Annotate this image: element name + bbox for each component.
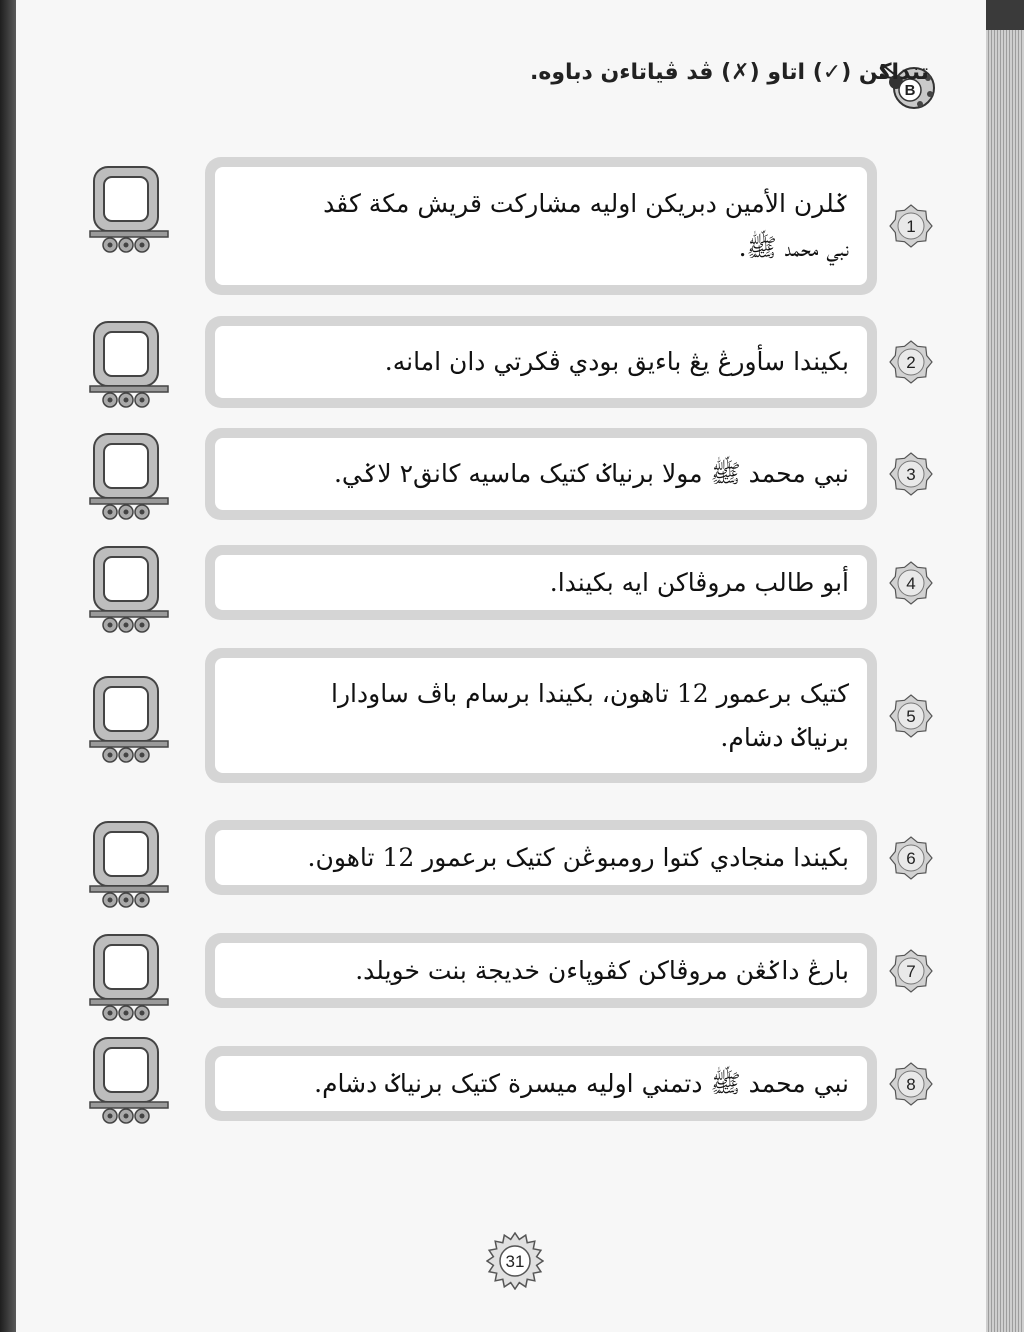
answer-checkbox[interactable] (88, 933, 170, 1023)
item-number: 6 (906, 848, 916, 868)
page-number: 31 (505, 1252, 525, 1271)
book-top-edge (986, 0, 1024, 30)
statement-box (205, 157, 877, 295)
statement-box-inner (215, 943, 867, 998)
statement-box (205, 933, 877, 1008)
statement-box (205, 1046, 877, 1121)
answer-checkbox[interactable] (88, 820, 170, 910)
statement-text: نبي محمد ﷺ. (738, 233, 849, 262)
answer-checkbox[interactable] (88, 675, 170, 765)
statement-box-inner (215, 658, 867, 773)
answer-checkbox[interactable] (88, 545, 170, 635)
statement-box-inner (215, 830, 867, 885)
statement-text: برنياݢ دشام. (720, 722, 849, 752)
statement-box-inner (215, 326, 867, 398)
answer-checkbox[interactable] (88, 1036, 170, 1126)
item-number: 5 (906, 706, 916, 726)
statement-box-inner (215, 438, 867, 510)
statement-box-inner (215, 167, 867, 285)
item-number: 4 (906, 573, 916, 593)
statement-text: ݢلرن الأمين دبريكن اوليه مشاركت قريش مكة كڤد (323, 189, 849, 218)
statement-text: بكيندا منجادي كتوا رومبوڠن كتيک برعمور 12 تاهون. (307, 842, 849, 872)
item-number: 3 (906, 465, 916, 484)
statement-box (205, 545, 877, 620)
item-number-badge (888, 948, 934, 994)
item-number-badge (888, 339, 934, 385)
item-number-badge (888, 835, 934, 881)
item-number-badge (888, 560, 934, 606)
item-number: 7 (906, 961, 916, 981)
statement-box (205, 648, 877, 783)
statement-box-inner (215, 1056, 867, 1111)
page-number-badge (486, 1232, 544, 1290)
instruction-text: تنداكن (✓) اتاو (✗) ڤد ڤياتاءن دباوه. (530, 60, 929, 85)
statement-text: نبي محمد ﷺ دتمني اوليه ميسرة كتيک برنياݢ دشام. (314, 1068, 849, 1098)
page-edges (986, 30, 1024, 1332)
book-spine (0, 0, 16, 1332)
item-number-badge (888, 693, 934, 739)
statement-text: نبي محمد ﷺ مولا برنياݢ كتيک ماسيه كانق٢ لاݢي. (333, 459, 849, 488)
statement-text: بكيندا سأورڠ يڠ باءيق بودي ڤكرتي دان امانه. (384, 347, 849, 376)
answer-checkbox[interactable] (88, 165, 170, 255)
item-number-badge (888, 203, 934, 249)
statement-text: كتيک برعمور 12 تاهون، بكيندا برسام باڤ ساودارا (331, 678, 849, 708)
answer-checkbox[interactable] (88, 320, 170, 410)
answer-checkbox[interactable] (88, 432, 170, 522)
statement-box (205, 316, 877, 408)
item-number-badge (888, 1061, 934, 1107)
item-number: 1 (906, 217, 916, 236)
statement-box (205, 428, 877, 520)
item-number: 8 (906, 1074, 916, 1094)
badge-letter: B (904, 82, 916, 99)
statement-box-inner (215, 555, 867, 610)
item-number: 2 (906, 353, 916, 372)
statement-text: بارڠ داݢڠن مروڤاكن كڤوڽاءن خديجة بنت خويلد. (355, 955, 849, 985)
statement-text: أبو طالب مروڤاكن ايه بكيندا. (549, 567, 849, 597)
item-number-badge (888, 451, 934, 497)
statement-box (205, 820, 877, 895)
instruction-header (530, 60, 929, 85)
